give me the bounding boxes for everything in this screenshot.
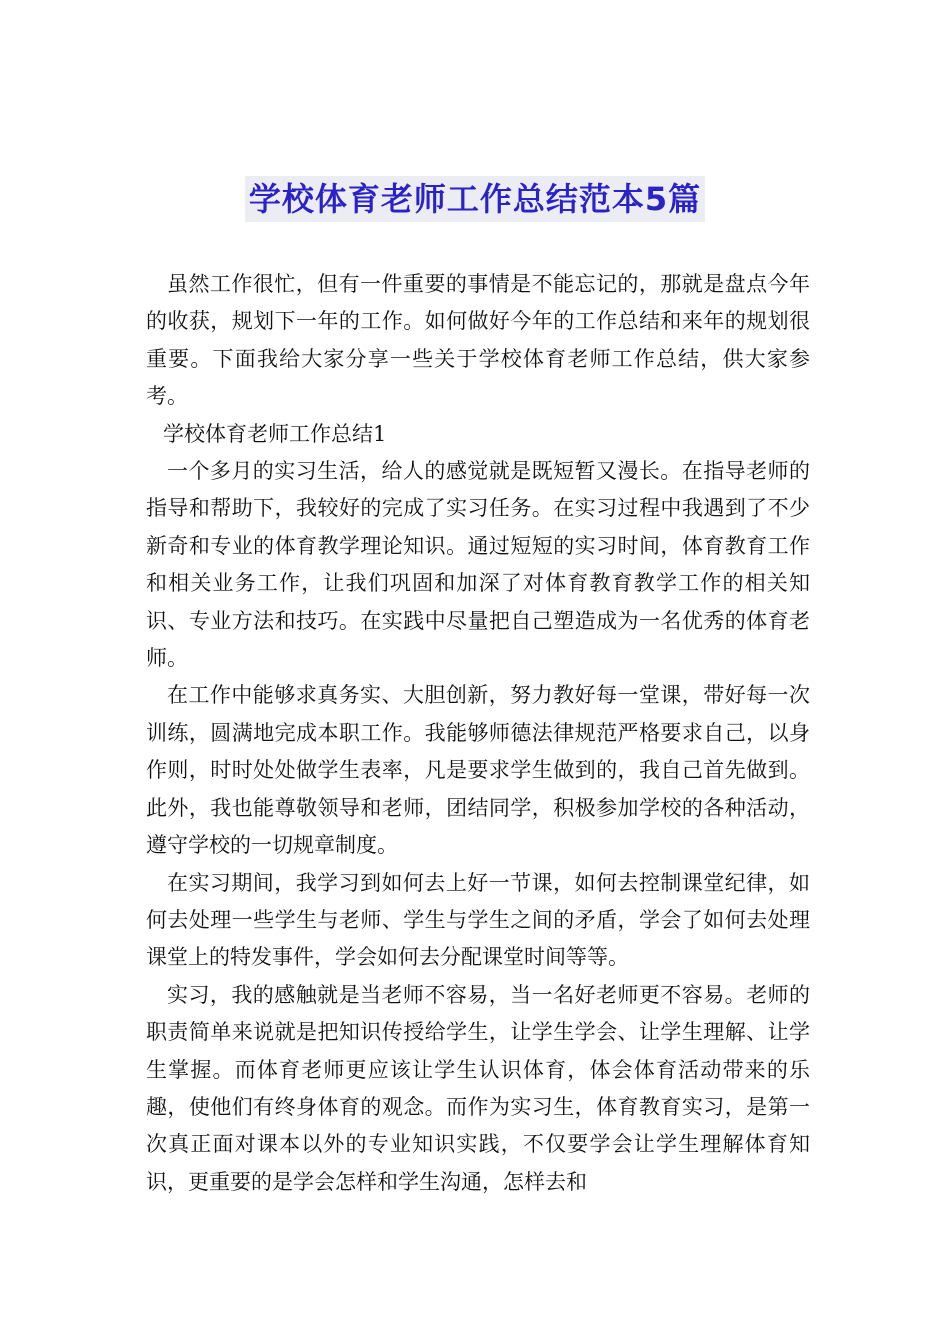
title-block xyxy=(0,176,950,222)
body-paragraph: 一个多月的实习生活，给人的感觉就是既短暂又漫长。在指导老师的指导和帮助下，我较好的完成了实习任务。在实习过程中我遇到了不少新奇和专业的体育教学理论知识。通过短短的实习时间，体育教育工作和相关业务工作，让我们巩固和加深了对体育教育教学工作的相关知识、专业方法和技巧。在实践中尽量把自己塑造成为一名优秀的体育老师。 xyxy=(146,459,810,671)
body-paragraph: 实习，我的感触就是当老师不容易，当一名好老师更不容易。老师的职责简单来说就是把知识传授给学生，让学生学会、让学生理解、让学生掌握。而体育老师更应该让学生认识体育，体会体育活动带来的乐趣，使他们有终身体育的观念。而作为实习生，体育教育实习，是第一次真正面对课本以外的专业知识实践，不仅要学会让学生理解体育知识，更重要的是学会怎样和学生沟通，怎样去和 xyxy=(146,982,810,1194)
document-body xyxy=(146,266,810,1201)
body-paragraph: 在实习期间，我学习到如何去上好一节课，如何去控制课堂纪律，如何去处理一些学生与老师、学生与学生之间的矛盾，学会了如何去处理课堂上的特发事件，学会如何去分配课堂时间等等。 xyxy=(146,870,810,970)
intro-paragraph: 虽然工作很忙，但有一件重要的事情是不能忘记的，那就是盘点今年的收获，规划下一年的工作。如何做好今年的工作总结和来年的规划很重要。下面我给大家分享一些关于学校体育老师工作总结，供大家参考。 xyxy=(146,272,810,409)
document-title: 学校体育老师工作总结范本5篇 xyxy=(245,176,705,222)
body-paragraph: 在工作中能够求真务实、大胆创新，努力教好每一堂课，带好每一次训练，圆满地完成本职工作。我能够师德法律规范严格要求自己，以身作则，时时处处做学生表率，凡是要求学生做到的，我自己首先做到。此外，我也能尊敬领导和老师，团结同学，积极参加学校的各种活动，遵守学校的一切规章制度。 xyxy=(146,683,810,858)
section-heading: 学校体育老师工作总结1 xyxy=(163,421,387,446)
